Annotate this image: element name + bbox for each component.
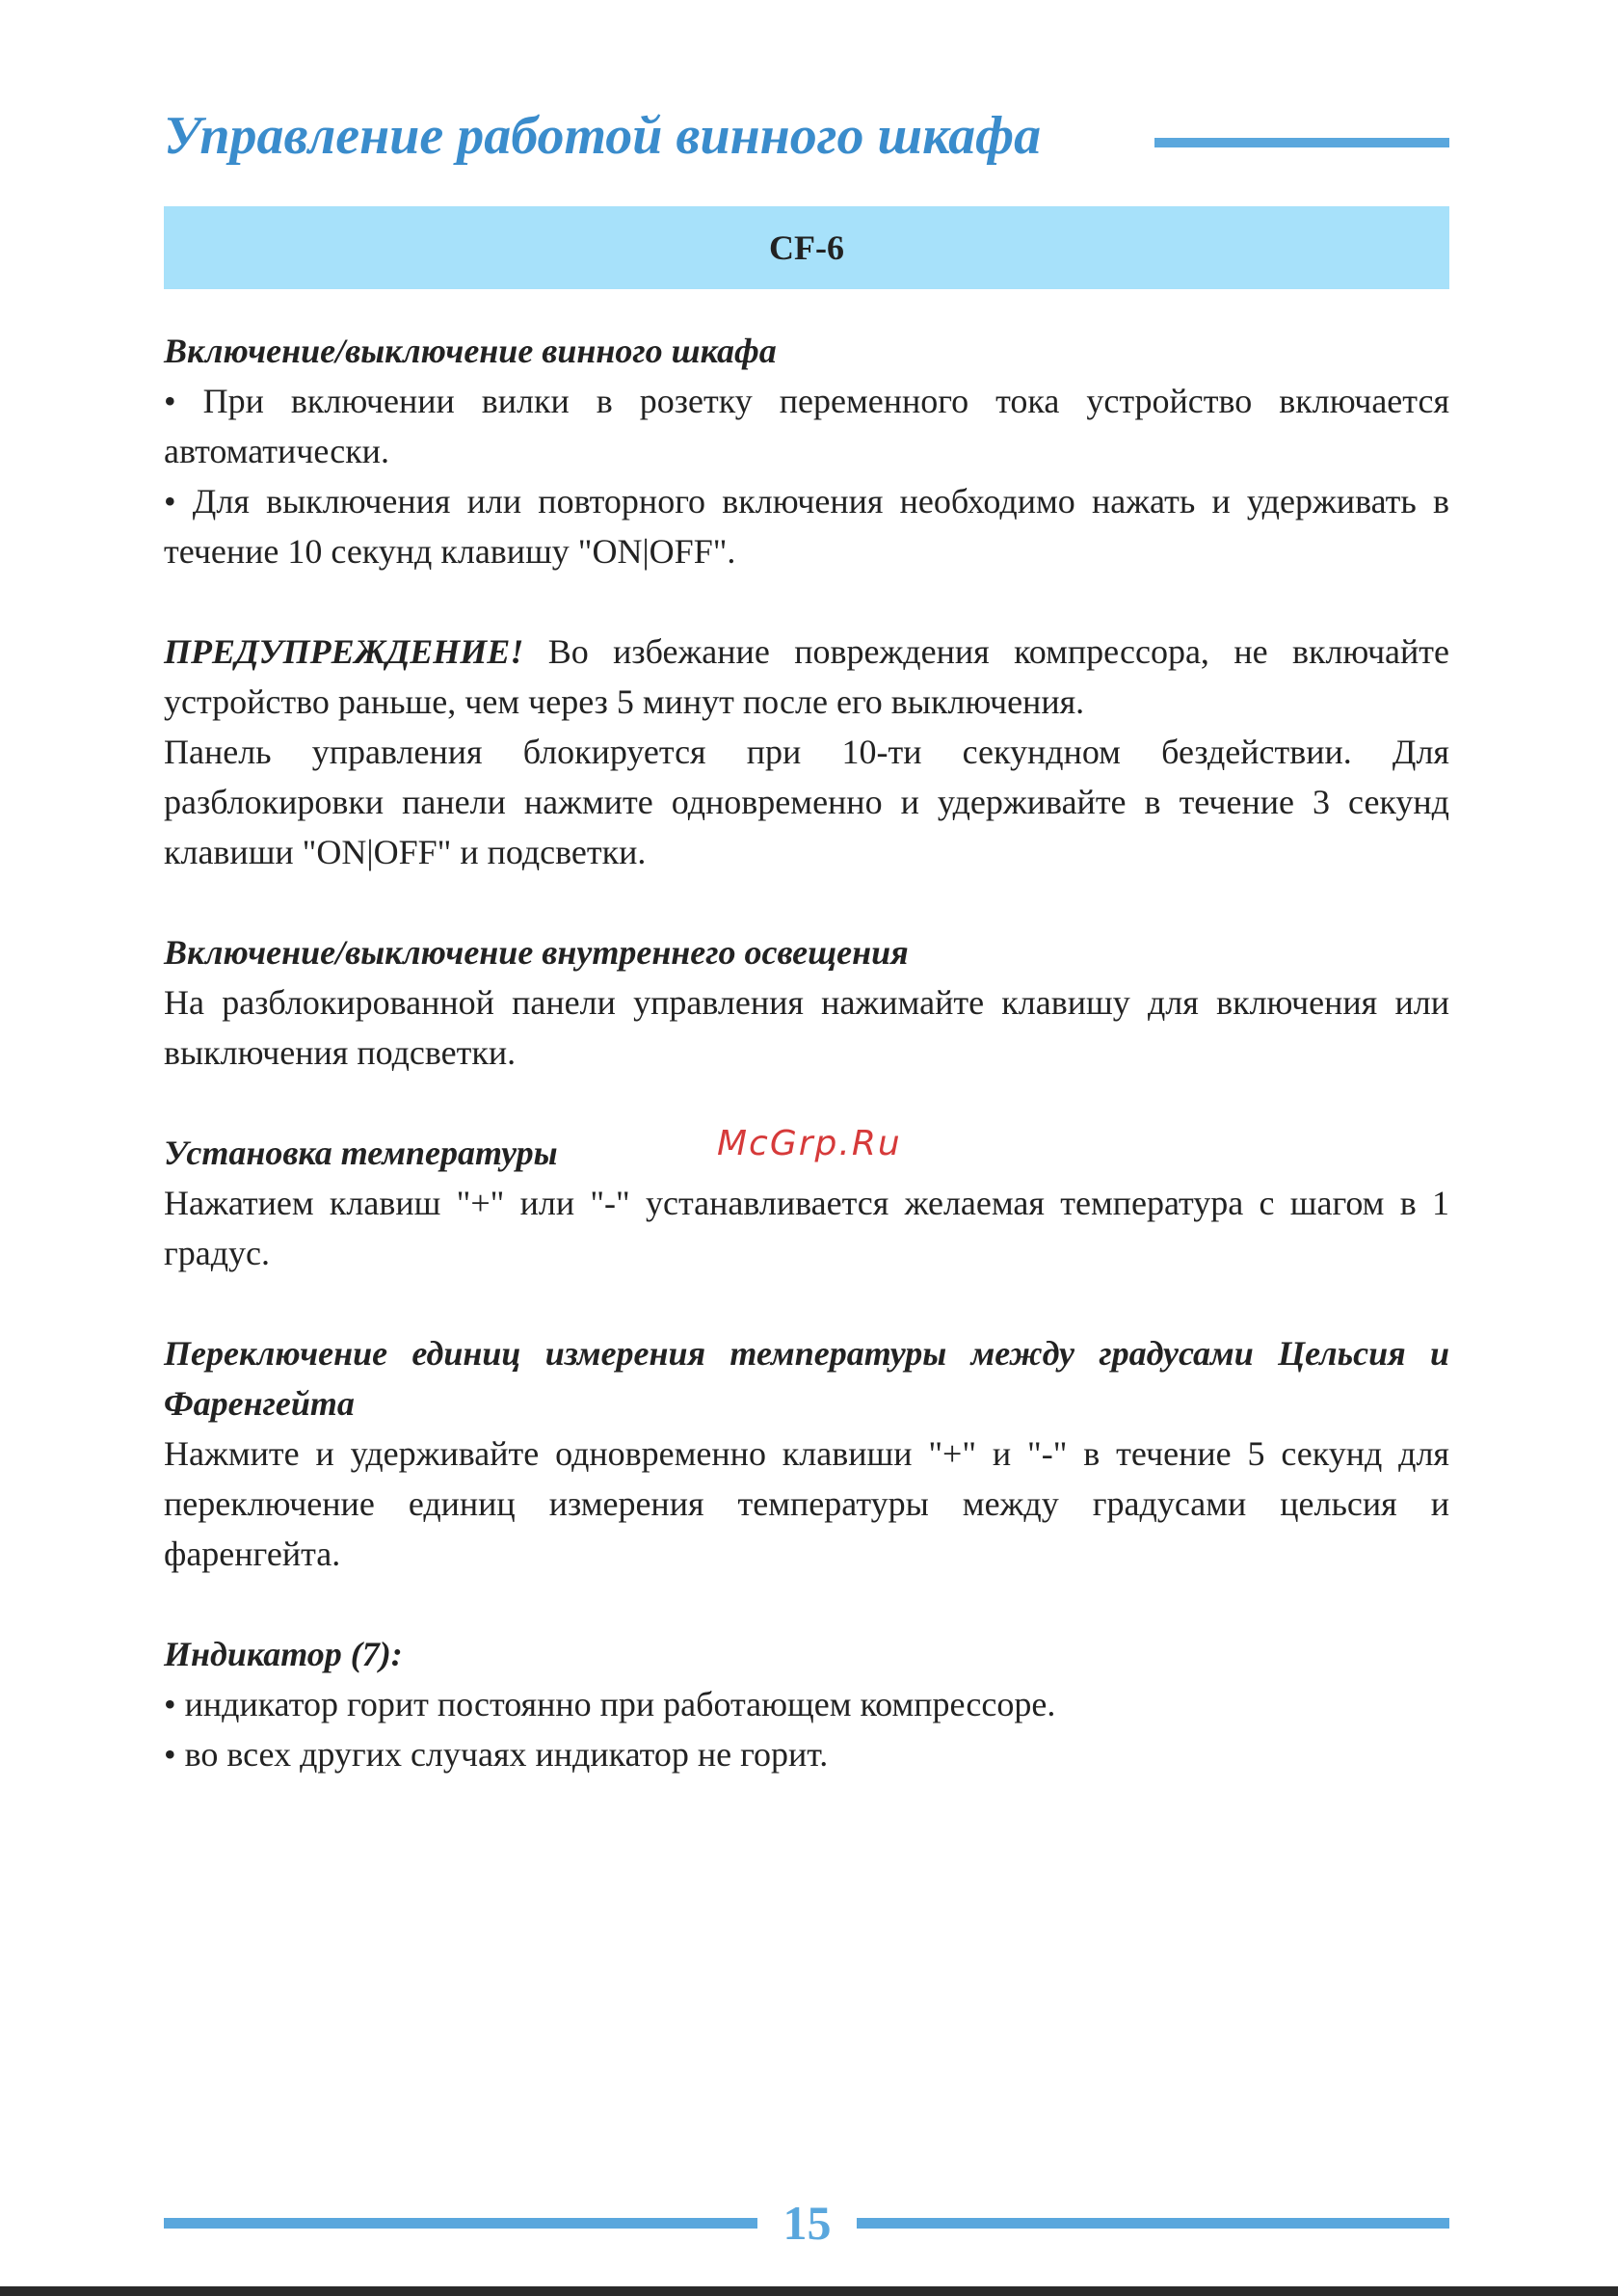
title-rule [1154, 138, 1449, 147]
section-temperature-heading: Установка температуры [164, 1134, 558, 1172]
content-body [164, 326, 1449, 1779]
section-lighting [164, 927, 1449, 1078]
model-banner [164, 206, 1449, 289]
section-lighting-heading: Включение/выключение внутреннего освещения [164, 933, 909, 972]
page-number: 15 [782, 2196, 832, 2250]
indicator-bullet-2: • во всех других случаях индикатор не горит. [164, 1735, 829, 1774]
indicator-bullet-1: • индикатор горит постоянно при работающем компрессоре. [164, 1685, 1056, 1723]
model-label: CF-6 [769, 228, 844, 267]
page-title: Управление работой винного шкафа [164, 106, 1042, 166]
warning-label: ПРЕДУПРЕЖДЕНИЕ! [164, 632, 524, 671]
warning-text: Во избежание повреждения компрессора, не включайте устройство раньше, чем через 5 минут после его выключения. [164, 632, 1449, 721]
section-indicator-heading: Индикатор (7): [164, 1635, 403, 1673]
power-bullet-2: • Для выключения или повторного включения необходимо нажать и удерживать в течение 10 секунд клавишу "ON|OFF". [164, 482, 1449, 571]
watermark: McGrp.Ru [717, 1124, 902, 1163]
units-paragraph: Нажмите и удерживайте одновременно клавиши "+" и "-" в течение 5 секунд для переключение единиц измерения температуры между градусами цельсия и фаренгейта. [164, 1434, 1449, 1573]
footer-rule-left [164, 2218, 757, 2229]
section-warning [164, 627, 1449, 877]
section-power [164, 326, 1449, 576]
power-bullet-1: • При включении вилки в розетку переменного тока устройство включается автоматически. [164, 382, 1449, 470]
lighting-paragraph: На разблокированной панели управления нажимайте клавишу для включения или выключения подсветки. [164, 983, 1449, 1072]
section-units-heading: Переключение единиц измерения температуры между градусами Цельсия и Фаренгейта [164, 1334, 1449, 1423]
temperature-paragraph: Нажатием клавиш "+" или "-" устанавливается желаемая температура с шагом в 1 градус. [164, 1184, 1449, 1272]
section-indicator [164, 1629, 1449, 1779]
section-units [164, 1328, 1449, 1579]
bottom-edge [0, 2286, 1618, 2296]
warning-paragraph [164, 627, 1449, 727]
section-power-heading: Включение/выключение винного шкафа [164, 332, 777, 370]
footer-rule-right [857, 2218, 1449, 2229]
panel-lock-paragraph: Панель управления блокируется при 10-ти секундном бездействии. Для разблокировки панели нажмите одновременно и удерживайте в течение 3 секунд клавиши "ON|OFF" и подсветки. [164, 733, 1449, 871]
